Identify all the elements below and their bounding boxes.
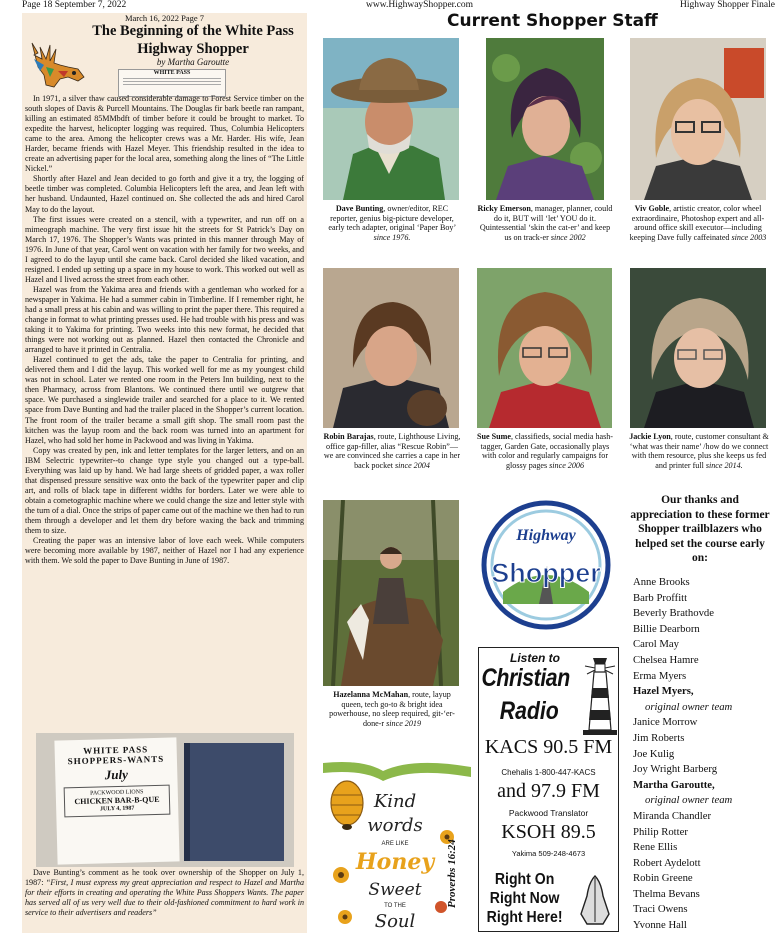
staff-desc: , manager, planner, could do it, BUT will ‘let’ YOU do it. Quintessential ‘skin the cat-er’ and keep us on track-er [479,204,613,242]
staff-photo-ricky [486,38,604,200]
portrait-jackie [630,268,766,428]
former-staff-name: Anne Brooks [633,576,690,588]
staff-desc: , classifieds, social media hash-tagger, Garden Gate, occasionally plays with color and regularly campaigns for glossy pages [480,432,613,470]
honey-line-kind: Kind [373,791,417,812]
radio-station-kacs: KACS 90.5 FM [484,736,613,758]
page-header [0,0,783,12]
old-paper-month: July [104,766,129,783]
article-paragraph: Hazel continued to get the ads, take the paper to Centralia for printing, and delivered them and I did the layup. This worked well for me as my youngest child was not in school. Later we rented one room in the Peters Inn building, next to the then Pharmacy, across from Blantons. We continued there until we outgrew that space. We purchased a singlewide trailer and searched for a place to it. We rented space from Dave Bunting and had the trailer placed in the Shopper’s current location. The front room of the trailer became a small gift shop. The small room past the kitchen was the layup room and the back room was turned into an apartment for Hazel, who had sold her home in Packwood and was living in Yakima. [25,355,304,445]
former-staff-name: Jim Roberts [633,731,685,744]
honey-line-tothe: TO THE [384,903,406,909]
radio-listen-label: Listen to [510,651,560,665]
former-staff-name: Erma Myers [633,669,687,682]
article-paragraph: Creating the paper was an intensive labor of love each week. While computers were becoming more available by 1987, neither of Hazel nor I had any experience with them. We sold the paper to Dave Bunting in June of 1987. [25,536,304,566]
staff-name: Viv Goble [634,204,670,213]
honey-line-sweet: Sweet [368,880,422,900]
staff-desc: , route, Lighthouse Living, office gap-filler, alias “Rescue Robin”—we are convinced she carries a cape in her back pocket [323,432,461,470]
former-staff-name: Miranda Chandler [633,809,712,822]
staff-since: since 2002 [550,232,586,242]
former-staff-list [633,575,778,934]
former-staff-name: Yvonne Hall [633,919,687,932]
former-staff-name: Robert Aydelott [633,856,701,869]
old-paper-ad-line: CHICKEN BAR-B-QUE [74,794,160,807]
former-staff-name: Chelsea Hamre [633,653,699,666]
article-title: The Beginning of the White Pass Highway Shopper [92,23,294,57]
logo-main-text: Shopper [491,558,601,588]
portrait-hazelanna [323,500,459,686]
honey-line-words: words [367,815,423,836]
staff-caption [323,690,461,728]
portrait-viv [630,38,766,200]
staff-photo-jackie [630,268,766,428]
staff-caption [476,204,614,242]
staff-caption [628,432,770,470]
article-paragraph: Copy was created by pen, ink and letter templates for the larger letters, and on an IBM Selectric typewriter--to change type style you changed out a type-ball. Everything was laid up by hand. We had large sheets of gridded paper, a wax roller that dispensed pressure sensitive wax onto the back of the typewriter paper and clip art, and rolls of black tape in different widths for borders. Later we were able to obtain a cometographic machine where we could change the size and letter style with the turn of a dial. Once the strips of paper came out of the machine we then had to run them through a developer and let them dry before waxing the back and trimming them to size. [25,445,304,536]
staff-name: Sue Sume [476,432,511,441]
issue-label: Highway Shopper Finale [680,0,775,10]
radio-station-ksoh: KSOH 89.5 [501,821,596,843]
radio-christian-word: Christian [481,664,570,692]
staff-photo-robin [323,268,459,428]
lighthouse-icon [583,652,617,736]
radio-chehalis-phone: Chehalis 1-800-447-KACS [501,768,596,777]
staff-caption [323,432,461,470]
honey-line-soul: Soul [374,911,416,932]
honey-line-arelike: ARE LIKE [381,841,409,847]
binder-book [184,743,284,861]
old-paper-ad-line: PACKWOOD LIONS [90,789,144,797]
staff-name: Dave Bunting [335,204,384,213]
mini-paper-title: WHITE PASS [153,70,191,76]
former-staff-name: Rene Ellis [633,841,678,854]
radio-station-979: and 97.9 FM [497,780,600,802]
staff-name: Jackie Lyon [629,432,671,441]
radio-yakima-phone: Yakima 509-248-4673 [511,849,586,858]
staff-desc: , owner/editor, REC reporter, genius big-picture developer, early tech adapter, original ‘Paper Boy’ [328,204,456,232]
christian-radio-ad [478,647,619,932]
mini-paper-thumbnail [118,69,226,97]
radio-radio-word: Radio [499,697,559,725]
old-paper-page [54,737,179,864]
staff-caption [475,432,615,470]
former-staff-name: Hazel Myers, [633,685,694,698]
old-paper-ad-line: JULY 4, 1987 [99,805,135,813]
portrait-ricky [486,38,604,200]
article-paragraph: Shortly after Hazel and Jean decided to go forth and give it a try, the logging of beetle timber was completed. Columbia Helicopters left the area, and Jean left with her husband. Undaunted, Hazel continued on. She collected the ads and hired Carol May to do the layout. [25,174,304,214]
closing-quote: “First, I must express my great appreciation and respect to Hazel and Martha for their efforts in creating and operating the White Pass Shoppers Wants. The paper has served all of us very well due to their old-fashioned commitment to hard work in service to their advertisers and readers” [25,878,304,918]
staff-name: Ricky Emerson [477,204,531,213]
staff-caption [627,204,769,242]
staff-caption [323,204,461,242]
article-byline: by Martha Garoutte [156,57,230,67]
staff-name: Hazelanna McMahan [333,690,409,699]
staff-photo-dave [323,38,459,200]
former-staff-name: Martha Garoutte, [633,778,715,791]
former-staff-name: Thelma Bevans [633,887,700,900]
staff-since: since 2004 [395,460,430,470]
moose-illustration-icon [28,37,88,93]
article-paragraph: The first issues were created on a stencil, with a typewriter, and run off on a mimeograph machine. The very first issue hit the streets for St Patrick’s Day on March 17, 1976. The Shopper’s Wants was printed in this manner through May of 1976. In June of that year, Carol went on vacation with her family for two weeks, and I agreed to do the layup until she came back. Carol decided she liked vacation, and resigned. I ended up setting up a space in my house to work. This worked out well as Hazel and I lived across the street from each other. [25,214,304,284]
old-paper-ad [64,785,171,818]
staff-photo-hazelanna [323,500,459,686]
former-staff-name: Philip Rotter [633,825,688,838]
staff-photo-sue [477,268,612,428]
reprint-note: March 16, 2022 Page 7 [124,13,205,23]
history-article [22,13,307,933]
former-staff-name: Janice Morrow [633,716,698,729]
logo-top-text: Highway [516,527,576,544]
staff-desc: , route, customer consultant & ‘what was their name’ /how do we connect with them resource, plus she keeps us fed and printer full [629,432,769,470]
former-staff-name: Carol May [633,638,680,651]
staff-desc: , route, layup queen, tech go-to & bright idea powerhouse, no sleep required, git-‘er-done-r [329,690,455,728]
staff-name: Robin Barajas [323,432,374,441]
praying-hands-icon [577,874,613,926]
radio-slogan: Right On Right Now Right Here! [486,871,563,926]
article-paragraph: Hazel was from the Yakima area and friends with a gentleman who worked for a newspaper in Yakima. He had a summer cabin in Timberline. If I remember right, he had a small press at his cabin and was willing to print the paper there. This required a change in format to what printing presses used. He had trouble with his press and was taking it to Yakima for printing. Two weeks into this new format, he decided that things were not working out as planned. Hazel then contacted the Chronicle and arranged to have it printed in Centralia. [25,284,304,355]
old-paper-title: WHITE PASS SHOPPERS-WANTS [67,744,165,767]
former-staff-name: Joy Wright Barberg [633,763,718,776]
article-body [25,94,304,566]
staff-desc: , artistic creator, color wheel extraordinaire, Photoshop expert and all-around office skill executor—including keeping Dave fully caffeinated [629,204,765,242]
former-staff-name: Traci Owens [633,903,688,916]
former-staff-name: Joe Kulig [633,747,675,760]
radio-packwood-translator: Packwood Translator [508,808,589,818]
portrait-robin [323,268,459,428]
staff-since: since 2003 [731,232,767,242]
former-staff-name: Robin Greene [633,872,693,885]
staff-photo-viv [630,38,766,200]
staff-since: since 1976. [373,232,411,242]
former-staff-name: Barb Proffitt [633,591,688,604]
old-paper-photo [36,733,294,867]
website-url[interactable]: www.HighwayShopper.com [366,0,474,10]
former-staff-role: original owner team [645,700,733,713]
former-staff-name: Beverly Brathovde [633,607,715,620]
closing-caption [25,868,304,918]
portrait-dave [323,38,459,200]
highway-shopper-logo [481,500,611,630]
portrait-sue [477,268,612,428]
honey-line-honey: Honey [355,849,435,875]
thanks-heading: Our thanks and appreciation to these former Shopper trailblazers who helped set the course early on: [630,494,770,564]
closing-lead: Dave Bunting’s comment as he took over ownership of the Shopper on July 1, 1987: [25,868,304,888]
staff-section-title: Current Shopper Staff [447,11,658,31]
staff-since: since 2019 [386,718,421,728]
page-number-date: Page 18 September 7, 2022 [22,0,127,10]
staff-since: since 2014. [705,460,743,470]
honey-verse-reference: Proverbs 16:24 [446,839,458,908]
former-staff-role: original owner team [645,794,733,807]
article-paragraph: In 1971, a silver thaw caused considerable damage to Forest Service timber on the south slopes of Davis & Purcell Mountains. The Douglas fir bark beetle ran rampant, killing an estimated 85MMbdft of timber before it could be brought to market. To expedite the harvest, helicopter logging was required. Thus, Columbia Helicopters came to the area. Among the helicopter crews was a Mr. Harder. His wife, Jean Harder, became friends with Hazel Meyer. This friendship resulted in the idea to create an advertising paper for the local area, something along the lines of “The Little Nickel.” [25,94,304,174]
former-staff-name: Billie Dearborn [633,622,700,635]
staff-since: since 2006 [549,460,584,470]
